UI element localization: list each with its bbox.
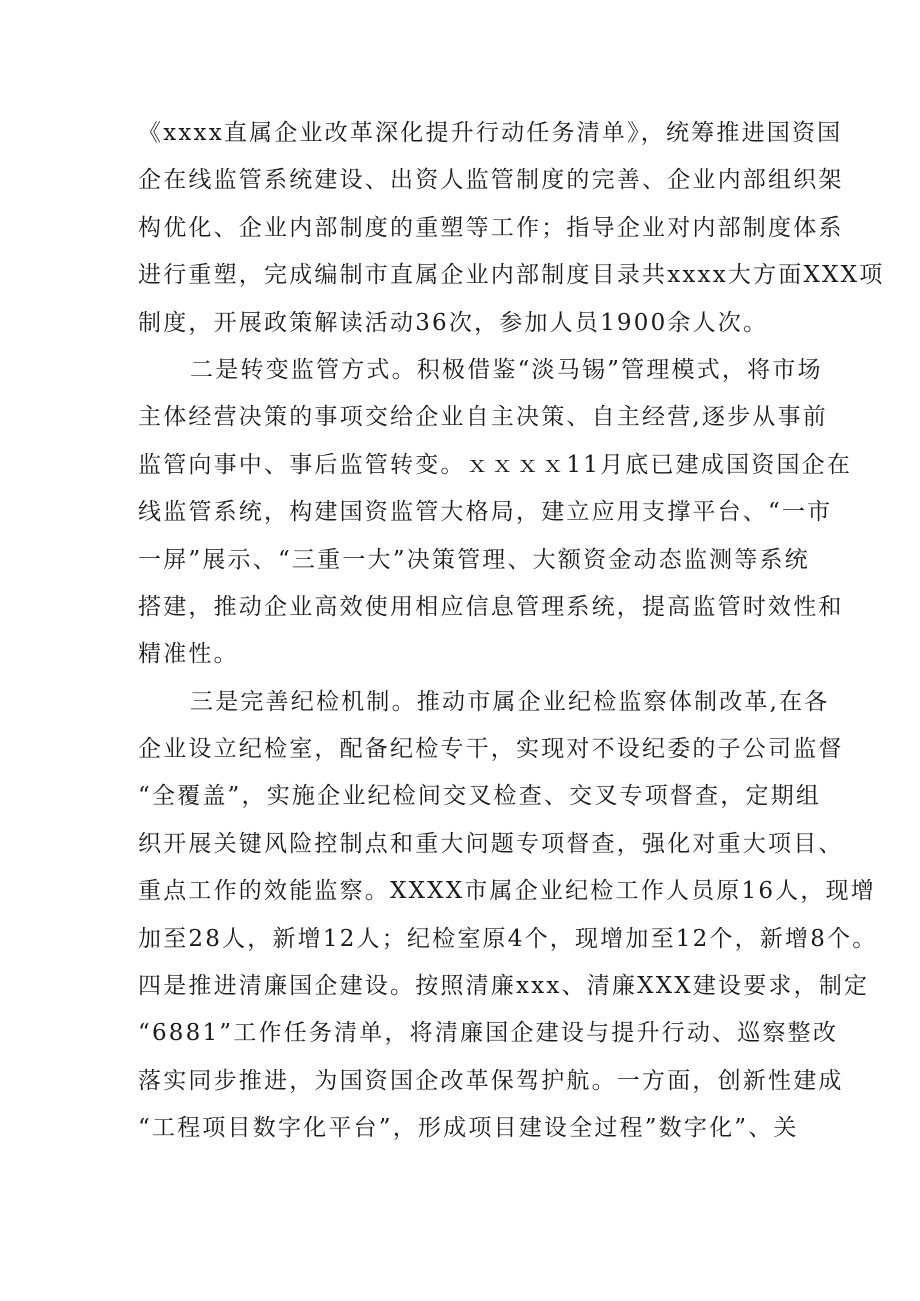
text-line: “全覆盖”，实施企业纪检间交叉检查、交叉专项督查，定期组 [138, 783, 822, 810]
text-line: 监管向事中、事后监管转变。ｘｘｘｘ11月底已建成国资国企在 [138, 451, 853, 478]
text-line: 重点工作的效能监察。XXXX市属企业纪检工作人员原16人，现增 [138, 878, 876, 905]
document-body [138, 110, 885, 1153]
text-line: 《xxxx直属企业改革深化提升行动任务清单》，统筹推进国资国 [138, 120, 843, 146]
text-line: 企业设立纪检室，配备纪检专干，实现对不设纪委的子公司监督 [138, 736, 844, 763]
text-line: 织开展关键风险控制点和重大问题专项督查，强化对重大项目、 [138, 830, 844, 857]
text-line: 搭建，推动企业高效使用相应信息管理系统，提高监管时效性和 [138, 593, 844, 620]
text-line: 线监管系统，构建国资监管大格局，建立应用支撑平台、“一市 [138, 499, 833, 526]
text-line: 落实同步推进，为国资国企改革保驾护航。一方面，创新性建成 [138, 1067, 844, 1094]
text-line: 一屏”展示、“三重一大”决策管理、大额资金动态监测等系统 [138, 546, 810, 573]
text-line: 构优化、企业内部制度的重塑等工作；指导企业对内部制度体系 [138, 214, 844, 241]
text-line: 加至28人，新增12人；纪检室原4个，现增加至12个，新增8个。 [138, 925, 878, 952]
text-line: 精准性。 [138, 641, 239, 668]
text-line: 制度，开展政策解读活动36次，参加人员1900余人次。 [138, 309, 769, 336]
text-line: 企在线监管系统建设、出资人监管制度的完善、企业内部组织架 [138, 167, 844, 194]
text-line: 主体经营决策的事项交给企业自主决策、自主经营,逐步从事前 [138, 404, 828, 431]
paragraph-start-line: 三是完善纪检机制。推动市属企业纪检监察体制改革,在各 [190, 688, 830, 715]
text-line: 四是推进清廉国企建设。按照清廉xxx、清廉XXX建设要求，制定 [138, 973, 870, 1000]
text-line: “6881”工作任务清单，将清廉国企建设与提升行动、巡察整改 [138, 1020, 839, 1047]
paragraph-start-line: 二是转变监管方式。积极借鉴“淡马锡”管理模式，将市场 [190, 356, 823, 383]
text-line: “工程项目数字化平台”，形成项目建设全过程”数字化”、关 [138, 1115, 799, 1142]
text-line: 进行重塑，完成编制市直属企业内部制度目录共xxxx大方面XXX项 [138, 262, 885, 289]
